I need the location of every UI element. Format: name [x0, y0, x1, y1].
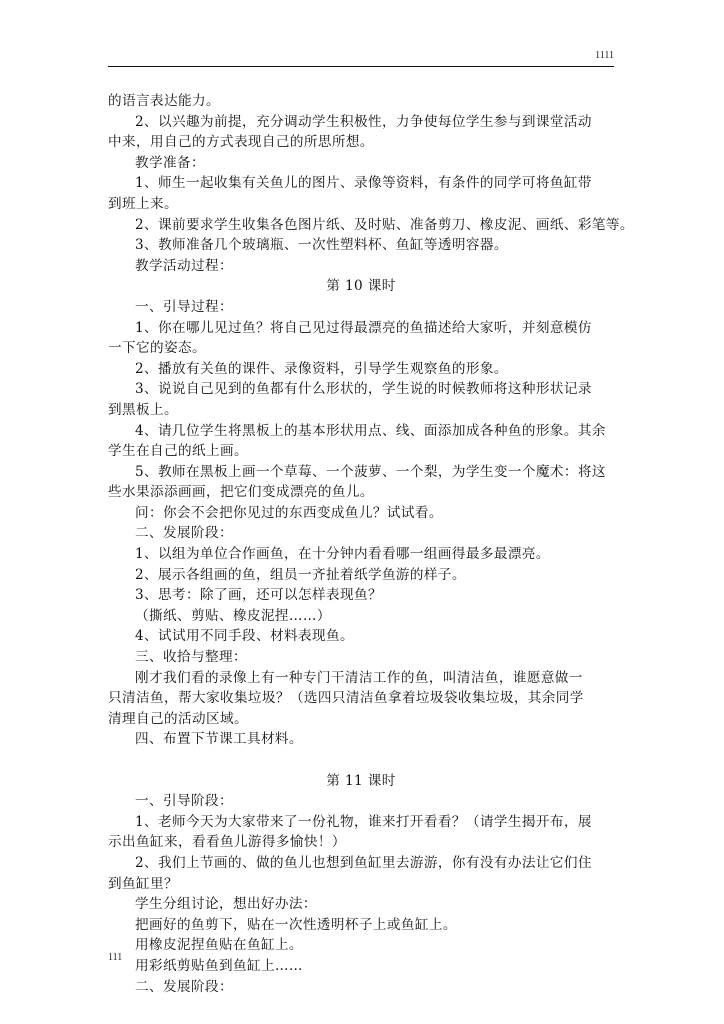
paragraph-line: 5、教师在黑板上画一个草莓、一个菠萝、一个梨，为学生变一个魔术：将这 — [135, 463, 606, 480]
paragraph-line: 问：你会不会把你见过的东西变成鱼儿？试试看。 — [135, 504, 443, 521]
paragraph-line: 到鱼缸里？ — [108, 875, 178, 892]
header-rule — [108, 66, 614, 67]
paragraph-line: 刚才我们看的录像上有一种专门干清洁工作的鱼，叫清洁鱼，谁愿意做一 — [135, 669, 583, 686]
paragraph-line: 学生分组讨论，想出好办法： — [135, 896, 317, 913]
paragraph-line: 1、师生一起收集有关鱼儿的图片、录像等资料，有条件的同学可将鱼缸带 — [135, 175, 592, 192]
paragraph-line: 1、你在哪儿见过鱼？将自己见过得最漂亮的鱼描述给大家听，并刻意模仿 — [135, 319, 592, 336]
paragraph-line: 3、说说自己见到的鱼都有什么形状的，学生说的时候教师将这种形状记录 — [135, 381, 592, 398]
paragraph-line: 教学活动过程： — [135, 257, 233, 274]
paragraph-line: 的语言表达能力。 — [108, 93, 220, 109]
paragraph-line: 把画好的鱼剪下，贴在一次性透明杯子上或鱼缸上。 — [135, 916, 457, 933]
paragraph-line: 清理自己的活动区域。 — [108, 710, 248, 727]
paragraph-line: 二、发展阶段： — [135, 525, 233, 542]
header-page-number: 1111 — [595, 50, 614, 61]
paragraph-line: 示出鱼缸来，看看鱼儿游得多愉快！） — [108, 834, 346, 851]
paragraph-line: 一下它的姿态。 — [108, 340, 206, 357]
paragraph-line: 四、布置下节课工具材料。 — [135, 731, 303, 748]
paragraph-line: 2、我们上节画的、做的鱼儿也想到鱼缸里去游游，你有没有办法让它们住 — [135, 854, 592, 871]
document-body — [108, 91, 634, 997]
paragraph-line: 3、教师准备几个玻璃瓶、一次性塑料杯、鱼缸等透明容器。 — [135, 237, 508, 254]
paragraph-line: 4、请几位学生将黑板上的基本形状用点、线、面添加成各种鱼的形象。其余 — [135, 422, 606, 439]
paragraph-line: 4、试试用不同手段、材料表现鱼。 — [135, 628, 354, 645]
paragraph-line: 一、引导阶段： — [135, 793, 233, 810]
paragraph-line: 中来，用自己的方式表现自己的所思所想。 — [108, 134, 374, 151]
paragraph-line: 二、发展阶段： — [135, 978, 233, 995]
blank-line — [108, 750, 614, 771]
paragraph-line: 到班上来。 — [108, 195, 178, 212]
paragraph-line: 教学准备： — [135, 154, 205, 171]
paragraph-line: 2、播放有关鱼的课件、录像资料，引导学生观察鱼的形象。 — [135, 360, 508, 377]
paragraph-line: 到黑板上。 — [108, 401, 178, 418]
paragraph-line: （撕纸、剪贴、橡皮泥捏……） — [135, 607, 331, 624]
paragraph-line: 学生在自己的纸上画。 — [108, 443, 248, 460]
paragraph-line: 用彩纸剪贴鱼到鱼缸上…… — [135, 957, 303, 974]
paragraph-line: 只清洁鱼，帮大家收集垃圾？（选四只清洁鱼拿着垃圾袋收集垃圾，其余同学 — [108, 690, 584, 707]
paragraph-line: 2、课前要求学生收集各色图片纸、及时贴、准备剪刀、橡皮泥、画纸、彩笔等。 — [135, 216, 634, 233]
footer-page-number: 111 — [108, 952, 123, 963]
section-heading: 第 10 课时 — [326, 278, 396, 295]
paragraph-line: 一、引导过程： — [135, 298, 233, 315]
paragraph-line: 1、老师今天为大家带来了一份礼物，谁来打开看看？（请学生揭开布，展 — [135, 813, 592, 830]
paragraph-line: 三、收拾与整理： — [135, 649, 247, 666]
paragraph-line: 2、展示各组画的鱼，组员一齐扯着纸学鱼游的样子。 — [135, 566, 466, 583]
paragraph-line: 3、思考：除了画，还可以怎样表现鱼？ — [135, 587, 382, 604]
paragraph-line: 用橡皮泥捏鱼贴在鱼缸上。 — [135, 937, 303, 954]
paragraph-line: 2、以兴趣为前提，充分调动学生积极性，力争使每位学生参与到课堂活动 — [135, 113, 592, 130]
section-heading: 第 11 课时 — [326, 772, 396, 789]
paragraph-line: 些水果添添画画，把它们变成漂亮的鱼儿。 — [108, 484, 374, 501]
paragraph-line: 1、以组为单位合作画鱼，在十分钟内看看哪一组画得最多最漂亮。 — [135, 546, 550, 563]
